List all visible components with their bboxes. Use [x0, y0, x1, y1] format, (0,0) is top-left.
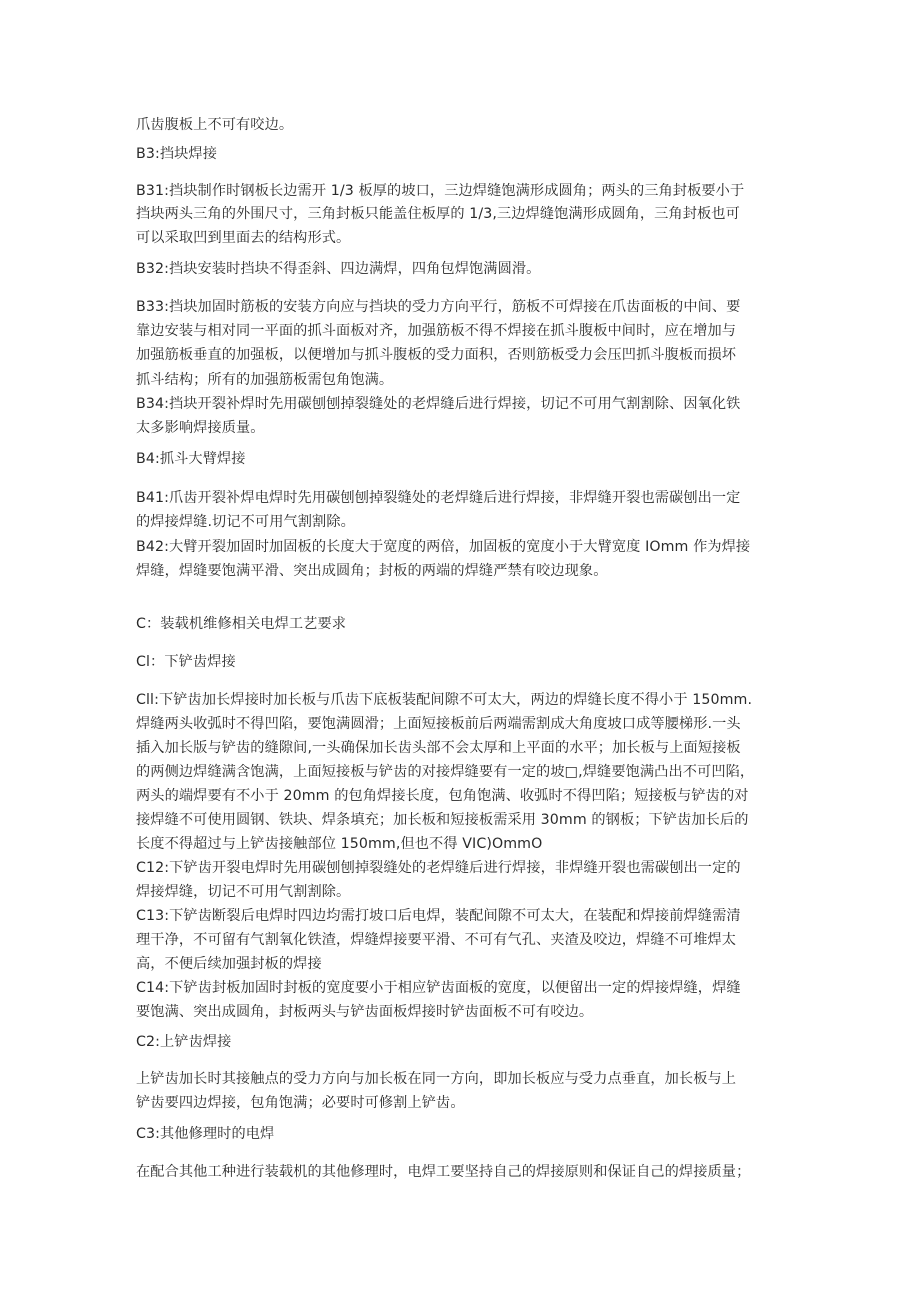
text-line: 的两侧边焊缝满含饱满，上面短接板与铲齿的对接焊缝要有一定的坡□,焊缝要饱满凸出不可凹陷，	[136, 764, 755, 780]
section-heading-c: C：装载机维修相关电焊工艺要求	[136, 616, 347, 632]
text-line: 两头的端焊要有不小于 20mm 的包角焊接长度，包角饱满、收弧时不得凹陷；短接板与铲齿的对	[136, 788, 749, 804]
text-line: 焊缝，焊缝要饱满平滑、突出成圆角；封板的两端的焊缝严禁有咬边现象。	[136, 563, 608, 579]
text-line: B33:挡块加固时筋板的安装方向应与挡块的受力方向平行，筋板不可焊接在爪齿面板的中间、要	[136, 299, 741, 315]
text-line: 靠边安装与相对同一平面的抓斗面板对齐，加强筋板不得不焊接在抓斗腹板中间时，应在增加与	[136, 323, 737, 339]
section-heading-c2: C2:上铲齿焊接	[136, 1034, 232, 1050]
text-line: 挡块两头三角的外围尺寸，三角封板只能盖住板厚的 1/3,三边焊缝饱满形成圆角，三角封板也可	[136, 206, 740, 222]
section-heading-c1: Cl：下铲齿焊接	[136, 654, 236, 670]
text-line: 焊缝两头收弧时不得凹陷，要饱满圆滑；上面短接板前后两端需割成大角度坡口成等腰梯形.一头	[136, 716, 741, 732]
text-line: 长度不得超过与上铲齿接触部位 150mm,但也不得 VIC)OmmO	[136, 836, 543, 852]
text-line: 加强筋板垂直的加强板，以便增加与抓斗腹板的受力面积，否则筋板受力会压凹抓斗腹板而损坏	[136, 347, 737, 363]
text-line: 焊接焊缝，切记不可用气割割除。	[136, 884, 351, 900]
text-line: 可以采取凹到里面去的结构形式。	[136, 230, 351, 246]
text-line: 在配合其他工种进行装载机的其他修理时，电焊工要坚持自己的焊接原则和保证自己的焊接质量；	[136, 1164, 751, 1180]
section-heading-b3: B3:挡块焊接	[136, 146, 217, 162]
text-line: 接焊缝不可使用圆钢、铁块、焊条填充；加长板和短接板需采用 30mm 的钢板；下铲齿加长后的	[136, 812, 749, 828]
text-line: 抓斗结构；所有的加强筋板需包角饱满。	[136, 372, 394, 388]
section-heading-c3: C3:其他修理时的电焊	[136, 1126, 275, 1142]
text-line: 太多影响焊接质量。	[136, 420, 265, 436]
text-line: C12:下铲齿开裂电焊时先用碳刨刨掉裂缝处的老焊缝后进行焊接，非焊缝开裂也需碳刨出一定的	[136, 860, 741, 876]
text-line: B34:挡块开裂补焊时先用碳刨刨掉裂缝处的老焊缝后进行焊接，切记不可用气割割除、因氧化铁	[136, 396, 741, 412]
text-line: C14:下铲齿封板加固时封板的宽度要小于相应铲齿面板的宽度，以便留出一定的焊接焊缝，焊缝	[136, 980, 741, 996]
text-line: 插入加长版与铲齿的缝隙间,一头确保加长齿头部不会太厚和上平面的水平；加长板与上面短接板	[136, 740, 741, 756]
text-line: 要饱满、突出成圆角，封板两头与铲齿面板焊接时铲齿面板不可有咬边。	[136, 1004, 594, 1020]
text-line: B31:挡块制作时钢板长边需开 1/3 板厚的坡口，三边焊缝饱满形成圆角；两头的三角封板要小于	[136, 183, 745, 199]
text-line: 铲齿要四边焊接，包角饱满；必要时可修割上铲齿。	[136, 1095, 465, 1111]
text-line: C13:下铲齿断裂后电焊时四边均需打坡口后电焊，装配间隙不可太大，在装配和焊接前焊缝需清	[136, 908, 741, 924]
text-line: 高，不便后续加强封板的焊接	[136, 956, 322, 972]
text-line: B32:挡块安装时挡块不得歪斜、四边满焊，四角包焊饱满圆滑。	[136, 261, 541, 277]
text-line: Cll:下铲齿加长焊接时加长板与爪齿下底板装配间隙不可太大，两边的焊缝长度不得小于 150mm.	[136, 692, 753, 708]
text-line: 的焊接焊缝.切记不可用气割割除。	[136, 514, 355, 530]
text-line: 爪齿腹板上不可有咬边。	[136, 117, 294, 133]
text-line: B42:大臂开裂加固时加固板的长度大于宽度的两倍，加固板的宽度小于大臂宽度 IOmm 作为焊接	[136, 539, 751, 555]
section-heading-b4: B4:抓斗大臂焊接	[136, 451, 246, 467]
text-line: B41:爪齿开裂补焊电焊时先用碳刨刨掉裂缝处的老焊缝后进行焊接，非焊缝开裂也需碳刨出一定	[136, 490, 741, 506]
text-line: 上铲齿加长时其接触点的受力方向与加长板在同一方向，即加长板应与受力点垂直，加长板与上	[136, 1071, 737, 1087]
text-line: 理干净，不可留有气割氧化铁渣，焊缝焊接要平滑、不可有气孔、夹渣及咬边，焊缝不可堆焊太	[136, 932, 737, 948]
